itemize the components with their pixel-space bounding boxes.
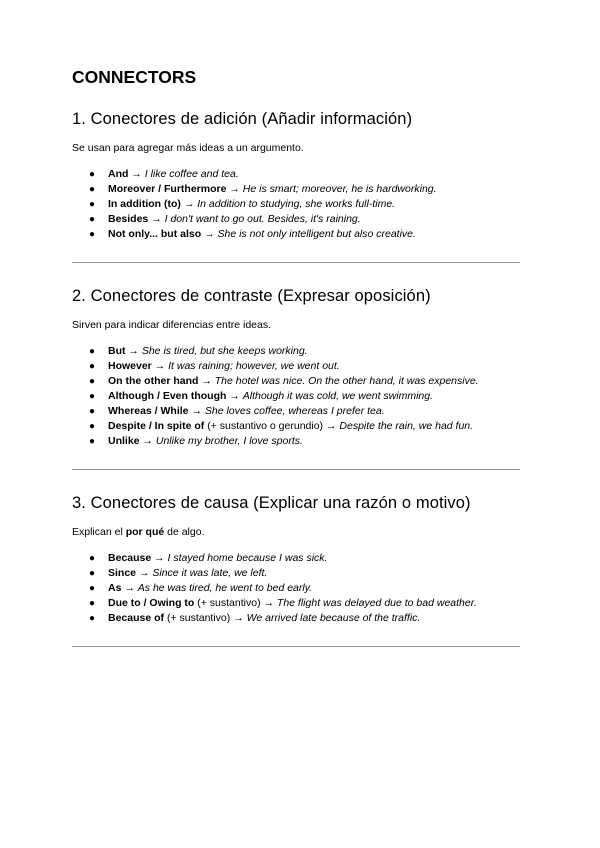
connector-term: Besides (108, 213, 149, 225)
example-sentence: I like coffee and tea. (144, 168, 239, 180)
example-sentence: It was raining; however, we went out. (168, 360, 340, 372)
arrow-icon: → (154, 552, 165, 564)
list-item (72, 359, 524, 374)
bullet-icon: ● (89, 229, 96, 240)
section-heading: 3. Conectores de causa (Explicar una razón o motivo) (72, 494, 471, 512)
intro-text: Explican el (72, 526, 126, 538)
list-item (72, 374, 524, 389)
document-title: CONNECTORS (72, 67, 197, 87)
list-item (72, 227, 524, 242)
bullet-icon: ● (89, 184, 96, 195)
arrow-icon: → (229, 390, 240, 402)
intro-emphasis: por qué (125, 526, 165, 538)
arrow-icon: → (154, 360, 166, 372)
arrow-icon: → (263, 597, 274, 609)
connector-term: Despite / In spite of (108, 420, 205, 432)
arrow-icon: → (151, 213, 162, 225)
connector-note: (+ sustantivo o gerundio) (207, 420, 324, 432)
example-sentence: The hotel was nice. On the other hand, it was expensive. (214, 375, 479, 387)
section-addition (72, 108, 524, 242)
example-sentence: Although it was cold, we went swimming. (242, 390, 433, 402)
example-sentence: She loves coffee, whereas I prefer tea. (204, 405, 385, 417)
arrow-icon: → (325, 420, 337, 432)
example-sentence: I don't want to go out. Besides, it's raining. (164, 213, 361, 225)
connector-note: (+ sustantivo) (166, 612, 231, 624)
arrow-icon: → (229, 183, 240, 195)
example-sentence: She is tired, but she keeps working. (141, 345, 308, 357)
bullet-icon: ● (89, 436, 96, 447)
connector-term: In addition (to) (108, 198, 181, 210)
bullet-icon: ● (89, 421, 96, 432)
list-item (72, 389, 524, 404)
section-divider (72, 262, 520, 263)
bullet-icon: ● (89, 406, 96, 417)
bullet-icon: ● (89, 553, 96, 564)
connector-term: And (108, 168, 129, 180)
arrow-icon: → (233, 612, 244, 624)
section-heading: 2. Conectores de contraste (Expresar oposición) (72, 287, 431, 305)
connector-term: Although / Even though (108, 390, 227, 402)
section-cause (72, 492, 524, 626)
connector-term: Due to / Owing to (108, 597, 195, 609)
example-sentence: He is smart; moreover, he is hardworking. (242, 183, 437, 195)
list-item (72, 566, 524, 581)
section-divider (72, 646, 520, 647)
bullet-icon: ● (89, 361, 96, 372)
connector-term: Not only... but also (108, 228, 202, 240)
list-item (72, 581, 524, 596)
connector-term: Because (108, 552, 152, 564)
arrow-icon: → (124, 582, 135, 594)
connector-term: Since (108, 567, 137, 579)
list-item (72, 167, 524, 182)
arrow-icon: → (191, 405, 202, 417)
connector-term: However (108, 360, 152, 372)
connector-term: Because of (108, 612, 165, 624)
list-item (72, 611, 524, 626)
arrow-icon: → (183, 198, 195, 210)
connector-term: As (108, 582, 122, 594)
connector-term: On the other hand (108, 375, 199, 387)
example-sentence: Despite the rain, we had fun. (339, 420, 474, 432)
section-divider (72, 469, 520, 470)
arrow-icon: → (138, 567, 150, 579)
example-sentence: Unlike my brother, I love sports. (155, 435, 303, 447)
list-item (72, 197, 524, 212)
bullet-icon: ● (89, 583, 96, 594)
list-item (72, 404, 524, 419)
connector-term: But (108, 345, 126, 357)
list-item (72, 551, 524, 566)
bullet-icon: ● (89, 391, 96, 402)
document-page (72, 66, 524, 647)
section-intro: Sirven para indicar diferencias entre ideas. (72, 319, 272, 331)
section-intro (72, 525, 524, 539)
connector-term: Moreover / Furthermore (108, 183, 227, 195)
arrow-icon: → (131, 168, 142, 180)
arrow-icon: → (128, 345, 139, 357)
list-item (72, 182, 524, 197)
connector-list (72, 344, 524, 449)
arrow-icon: → (201, 375, 212, 387)
section-contrast (72, 285, 524, 449)
section-intro: Se usan para agregar más ideas a un argumento. (72, 142, 304, 154)
example-sentence: As he was tired, he went to bed early. (137, 582, 313, 594)
bullet-icon: ● (89, 568, 96, 579)
example-sentence: The flight was delayed due to bad weather. (276, 597, 477, 609)
connector-note: (+ sustantivo) (197, 597, 261, 609)
list-item (72, 419, 524, 434)
example-sentence: In addition to studying, she works full-time. (197, 198, 396, 210)
connector-term: Unlike (108, 435, 140, 447)
intro-text: de algo. (164, 526, 205, 538)
example-sentence: I stayed home because I was sick. (167, 552, 328, 564)
example-sentence: She is not only intelligent but also creative. (217, 228, 416, 240)
list-item (72, 344, 524, 359)
arrow-icon: → (204, 228, 215, 240)
bullet-icon: ● (89, 169, 96, 180)
bullet-icon: ● (89, 376, 96, 387)
bullet-icon: ● (89, 214, 96, 225)
section-heading: 1. Conectores de adición (Añadir información) (72, 110, 413, 128)
bullet-icon: ● (89, 598, 96, 609)
bullet-icon: ● (89, 199, 96, 210)
connector-list (72, 551, 524, 626)
list-item (72, 212, 524, 227)
connector-term: Whereas / While (108, 405, 189, 417)
bullet-icon: ● (89, 613, 96, 624)
list-item (72, 596, 524, 611)
list-item (72, 434, 524, 449)
bullet-icon: ● (89, 346, 96, 357)
example-sentence: Since it was late, we left. (152, 567, 268, 579)
arrow-icon: → (142, 435, 153, 447)
connector-list (72, 167, 524, 242)
example-sentence: We arrived late because of the traffic. (246, 612, 421, 624)
